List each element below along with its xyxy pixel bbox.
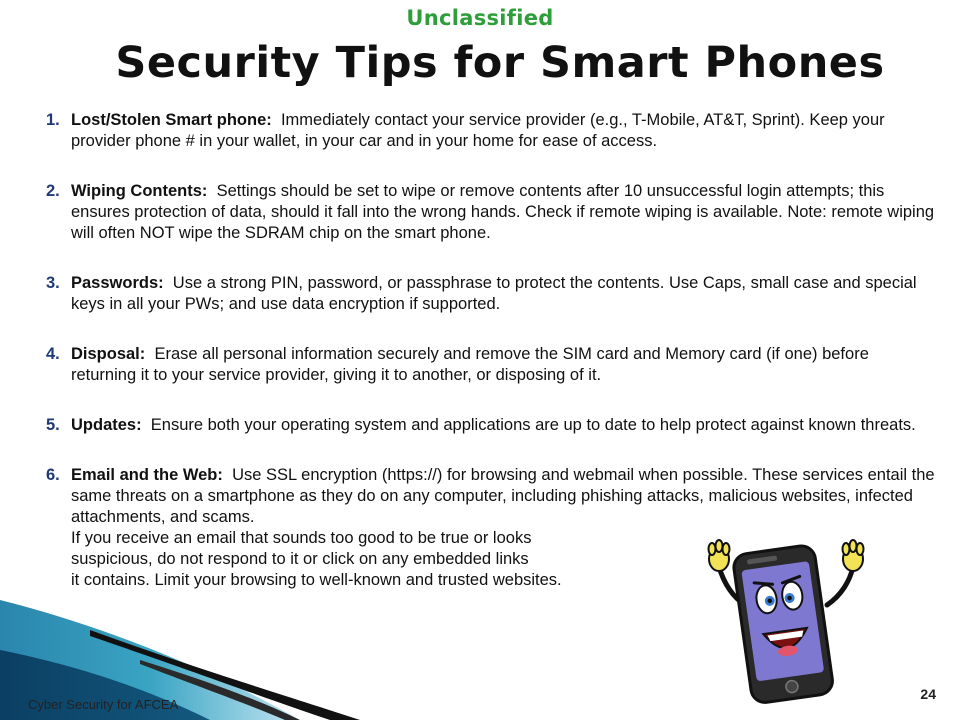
tip-label: Lost/Stolen Smart phone: [71, 111, 272, 129]
tip-number: 6. [46, 466, 60, 484]
tip-text [71, 344, 936, 386]
tip-number: 4. [46, 345, 60, 363]
tip-body-line: suspicious, do not respond to it or click on any embedded links [71, 550, 529, 568]
tip-item [46, 273, 936, 315]
tip-body: Settings should be set to wipe or remove contents after 10 unsuccessful login attempts; this ensures protection of data, should it fall into the wrong hands. Check if remote wiping is available. Note: remote wiping will often NOT wipe the SDRAM chip on the smart phone. [71, 182, 935, 242]
smartphone-mascot-icon [705, 535, 865, 710]
tip-item [46, 110, 936, 152]
tip-body: Use SSL encryption (https://) for browsing and webmail when possible. These services entail the same threats on a smartphone as they do on any computer, including phishing attacks, malicious websites, infected attachments, and scams. [71, 466, 935, 526]
tip-body-line: it contains. Limit your browsing to well-known and trusted websites. [71, 571, 562, 589]
tip-number: 3. [46, 274, 60, 292]
tip-number: 5. [46, 416, 60, 434]
tip-item [46, 415, 936, 436]
tip-body: Immediately contact your service provider (e.g., T-Mobile, AT&T, Sprint). Keep your provider phone # in your wallet, in your car and in your home for ease of access. [71, 111, 885, 150]
tip-label: Updates: [71, 416, 142, 434]
tip-item [46, 344, 936, 386]
tip-text [71, 465, 936, 528]
tip-body-line: If you receive an email that sounds too good to be true or looks [71, 529, 532, 547]
footer-organization: Cyber Security for AFCEA [28, 697, 179, 712]
tips-list [46, 110, 936, 591]
tip-text [71, 415, 936, 436]
tip-body: Use a strong PIN, password, or passphrase to protect the contents. Use Caps, small case and special keys in all your PWs; and use data encryption if supported. [71, 274, 917, 313]
page-title: Security Tips for Smart Phones [115, 38, 885, 88]
tip-text [71, 181, 936, 244]
tip-text [71, 110, 936, 152]
page-number: 24 [920, 686, 936, 702]
tip-text [71, 273, 936, 315]
tip-body: Erase all personal information securely and remove the SIM card and Memory card (if one) before returning it to your service provider, giving it to another, or disposing of it. [71, 345, 869, 384]
tip-label: Disposal: [71, 345, 146, 363]
classification-label: Unclassified [406, 6, 554, 30]
tip-number: 1. [46, 111, 60, 129]
tip-item [46, 181, 936, 244]
tip-label: Wiping Contents: [71, 182, 208, 200]
tip-body: Ensure both your operating system and applications are up to date to help protect against known threats. [150, 416, 916, 434]
tip-number: 2. [46, 182, 60, 200]
tip-label: Email and the Web: [71, 466, 223, 484]
tip-label: Passwords: [71, 274, 164, 292]
